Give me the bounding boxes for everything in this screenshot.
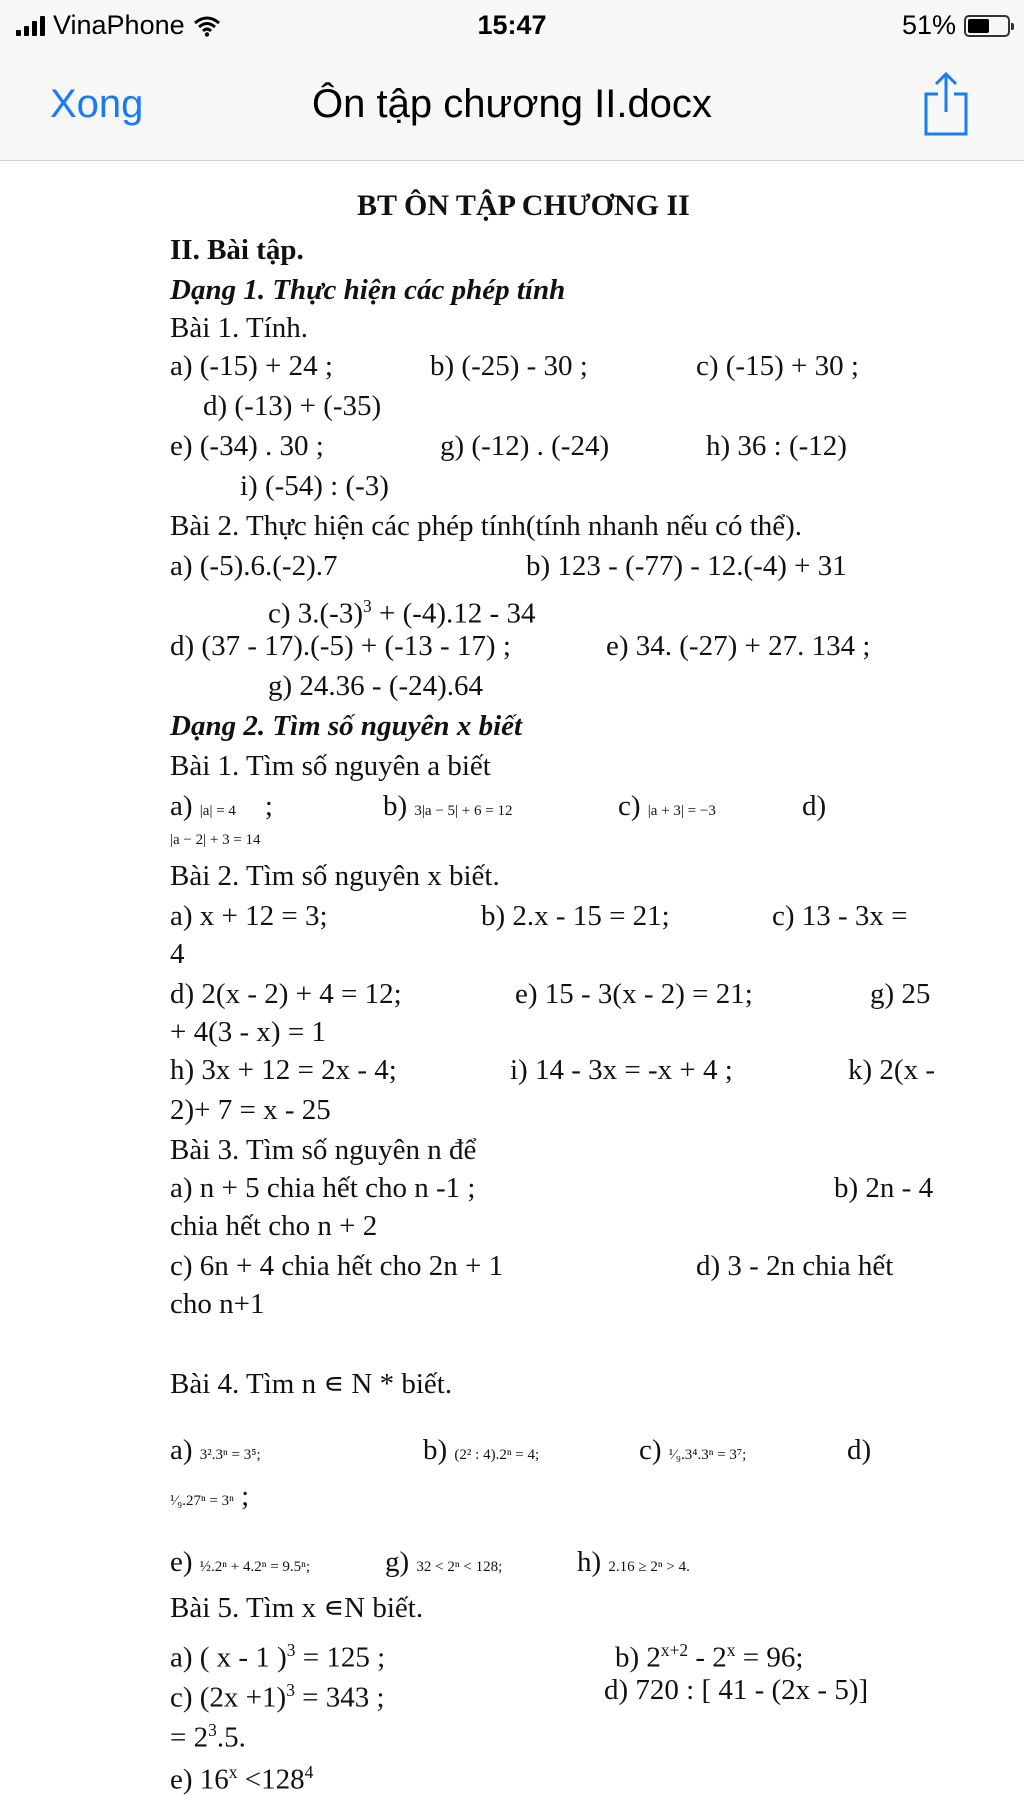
dang1-heading: Dạng 1. Thực hiện các phép tính: [170, 274, 566, 306]
d2b4-e: e) ½.2ⁿ + 4.2ⁿ = 9.5ⁿ;: [170, 1546, 311, 1578]
d1b1-b: b) (-25) - 30 ;: [430, 350, 588, 382]
section-heading: II. Bài tập.: [170, 234, 304, 266]
d2b2-title: Bài 2. Tìm số nguyên x biết.: [170, 860, 500, 892]
d1b2-e: e) 34. (-27) + 27. 134 ;: [606, 630, 871, 662]
d1b2-title: Bài 2. Thực hiện các phép tính(tính nhanh nếu có thể).: [170, 510, 803, 542]
battery-icon: [964, 15, 1010, 37]
d1b2-a: a) (-5).6.(-2).7: [170, 550, 338, 582]
d2b5-d-cont: = $2^3.5$.: [170, 1720, 246, 1754]
d2b1-b: b) 3|a − 5| + 6 = 12: [383, 790, 513, 822]
d2b2-g: g) 25: [870, 978, 931, 1010]
battery-percent: 51%: [901, 10, 956, 40]
d2b3-b-cont: chia hết cho n + 2: [170, 1210, 378, 1242]
d2b5-a: a) ( x - 1 )$^3$ = 125 ;: [170, 1640, 386, 1674]
d1b1-a: a) (-15) + 24 ;: [170, 350, 333, 382]
d1b1-h: h) 36 : (-12): [706, 430, 847, 462]
d2b3-b: b) 2n - 4: [834, 1172, 934, 1204]
doc-title: BT ÔN TẬP CHƯƠNG II: [357, 189, 690, 222]
d2b2-h: h) 3x + 12 = 2x - 4;: [170, 1054, 397, 1086]
d2b4-d-label: d): [847, 1434, 872, 1466]
d2b2-i: i) 14 - 3x = -x + 4 ;: [510, 1054, 733, 1086]
battery-group: [902, 10, 1010, 41]
d2b5-c: c) $(2x +1)^3 = 343$ ;: [170, 1680, 385, 1714]
dang2-heading: Dạng 2. Tìm số nguyên x biết: [170, 710, 523, 742]
d2b5-b: b) $2^{x+2} - 2^x = 96$;: [615, 1640, 804, 1674]
d2b4-d: ¹⁄₉.27ⁿ = 3ⁿ ;: [170, 1480, 250, 1512]
d1b1-title: Bài 1. Tính.: [170, 312, 309, 344]
d2b2-d: d) 2(x - 2) + 4 = 12;: [170, 978, 402, 1010]
done-button[interactable]: Xong: [50, 82, 144, 126]
d2b2-c-cont: 4: [170, 938, 185, 970]
status-bar: [0, 0, 1024, 52]
d1b1-i: i) (-54) : (-3): [240, 470, 389, 502]
d1b2-d: d) (37 - 17).(-5) + (-13 - 17) ;: [170, 630, 511, 662]
d2b1-d-label: d): [802, 790, 827, 822]
d2b4-a: a) 3².3ⁿ = 3⁵;: [170, 1434, 261, 1466]
d1b1-d: d) (-13) + (-35): [203, 390, 382, 422]
document-title: Ôn tập chương II.docx: [312, 82, 712, 126]
clock: 15:47: [477, 10, 547, 40]
d2b4-c: c) ¹⁄₉.3⁴.3ⁿ = 3⁷;: [639, 1434, 747, 1466]
d2b2-b: b) 2.x - 15 = 21;: [481, 900, 670, 932]
navigation-bar: [0, 52, 1024, 161]
d2b4-title: Bài 4. Tìm n ∊ N * biết.: [170, 1368, 453, 1400]
d2b2-g-cont: + 4(3 - x) = 1: [170, 1016, 326, 1048]
d1b2-c: c) $3.(-3)^3 + (-4).12 - 34$: [268, 596, 536, 630]
d2b4-b: b) (2² : 4).2ⁿ = 4;: [423, 1434, 540, 1466]
d2b3-a: a) n + 5 chia hết cho n -1 ;: [170, 1172, 476, 1204]
d2b3-c: c) 6n + 4 chia hết cho 2n + 1: [170, 1250, 504, 1282]
d2b3-d: d) 3 - 2n chia hết: [696, 1250, 894, 1282]
d2b1-d-expr: |a − 2| + 3 = 14: [170, 832, 261, 848]
d2b5-title: Bài 5. Tìm x ∊N biết.: [170, 1592, 424, 1624]
d2b2-e: e) 15 - 3(x - 2) = 21;: [515, 978, 753, 1010]
d2b2-k: k) 2(x -: [848, 1054, 935, 1086]
d2b2-c: c) 13 - 3x =: [772, 900, 908, 932]
d2b4-g: g) 32 < 2ⁿ < 128;: [385, 1546, 503, 1578]
d1b2-g: g) 24.36 - (-24).64: [268, 670, 484, 702]
d2b1-a: a) |a| = 4 ;: [170, 790, 273, 822]
d2b2-a: a) x + 12 = 3;: [170, 900, 328, 932]
document-content: [0, 161, 1024, 1820]
d2b3-title: Bài 3. Tìm số nguyên n để: [170, 1134, 477, 1166]
d1b2-b: b) 123 - (-77) - 12.(-4) + 31: [526, 550, 847, 582]
d2b1-title: Bài 1. Tìm số nguyên a biết: [170, 750, 491, 782]
d1b1-e: e) (-34) . 30 ;: [170, 430, 324, 462]
d2b5-d: d) 720 : [ 41 - (2x - 5)]: [604, 1674, 869, 1706]
d2b5-e: e) $16^x <128^4$: [170, 1762, 314, 1796]
carrier-name: VinaPhone: [53, 10, 185, 40]
d2b1-c: c) |a + 3| = −3: [618, 790, 716, 822]
d2b4-h: h) 2.16 ≥ 2ⁿ > 4.: [577, 1546, 690, 1578]
d2b2-k-cont: 2)+ 7 = x - 25: [170, 1094, 331, 1126]
d1b1-c: c) (-15) + 30 ;: [696, 350, 859, 382]
share-icon[interactable]: [916, 70, 976, 140]
d2b3-d-cont: cho n+1: [170, 1288, 265, 1320]
d1b1-g: g) (-12) . (-24): [440, 430, 610, 462]
